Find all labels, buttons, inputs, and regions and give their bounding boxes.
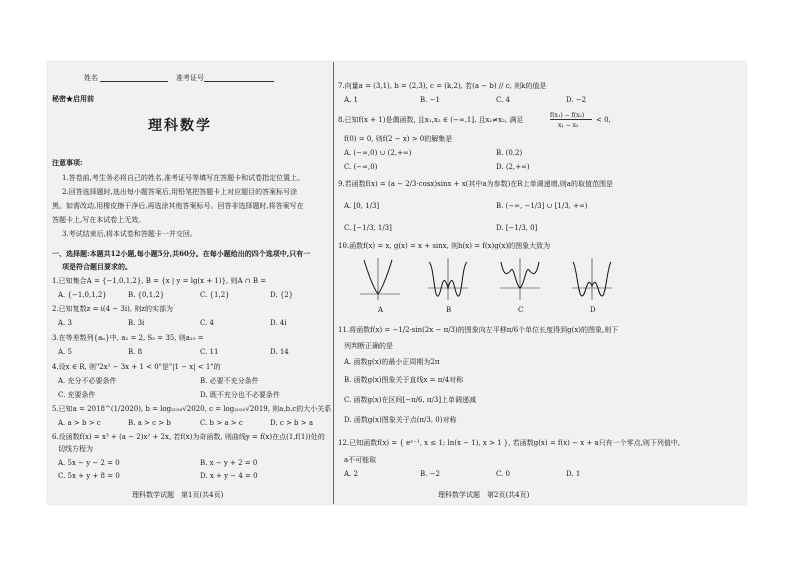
question-9-stem: 9.若函数f(x) = (a − 2/3·cosx)sinx + x(其中a为参数)在R上单调递增,则a的取值范围是 [338,180,613,188]
notice-line: 3.考试结束后,将本试卷和答题卡一并交回。 [62,230,197,238]
q6-option-c: C. 5x + y + 8 = 0 [58,472,120,480]
q8-fraction-numerator: f(x₁) − f(x₂) [550,112,585,119]
question-10-stem: 10.函数f(x) = x, g(x) = x + sinx, 则h(x) = f(x)g(x)的图象大致为 [338,242,551,250]
q7-option-b: B. −1 [420,96,440,104]
q4-option-b: B. 必要不充分条件 [200,377,259,385]
question-12-stem: 12.已知函数f(x) = { eˣ⁻¹, x ≤ 1; ln(x − 1), x > 1 }, 若函数g(x) = f(x) − x + a只有一个零点,则下列值中, [338,439,681,447]
q5-option-b: B. a > c > b [128,419,171,427]
q10-graph-c [498,256,542,302]
q12-option-a: A. 2 [344,470,358,478]
page-footer: 理科数学试题 第2页(共4页) [438,491,530,499]
q9-option-c: C. [−1/3, 1/3] [344,224,392,232]
q4-option-c: C. 充要条件 [58,391,96,399]
page-footer: 理科数学试题 第1页(共4页) [132,491,224,499]
section-heading: 一、选择题:本题共12小题,每小题5分,共60分。在每小题给出的四个选项中,只有一 [52,249,311,258]
q10-label-c: C [518,306,524,314]
notice-line: 1.答卷前,考生务必将自己的姓名,准考证号等填写在答题卡和试卷指定位置上。 [62,174,305,182]
q10-graph-a [358,256,402,302]
exam-id-label: 准考证号 [176,74,204,82]
q2-option-b: B. 3i [128,319,145,327]
q1-option-b: B. {0,1,2} [128,291,165,299]
notice-line: 2.回答选择题时,选出每小题答案后,用铅笔把答题卡上对应题目的答案标号涂 [62,188,298,196]
q8-option-d: D. (2,+∞) [496,163,530,171]
q4-option-d: D. 既不充分也不必要条件 [200,391,280,399]
question-8-stem: 8.已知f(x + 1)是偶函数, 且x₁,x₂ ∈ (−∞,1], 且x₁≠x₂, 满足 [338,116,524,124]
q5-option-c: C. b > a > c [200,419,243,427]
question-12-stem-cont: a不可能取 [344,456,377,464]
q4-option-a: A. 充分不必要条件 [58,377,117,385]
q11-option-b: B. 函数g(x)图象关于直线x = π/4对称 [344,376,464,384]
q6-option-d: D. x + y − 4 = 0 [200,472,258,480]
right-page [338,62,681,504]
question-6-stem-cont: 切线方程为 [58,445,93,453]
section-heading-cont: 项是符合题目要求的。 [62,262,132,271]
notice-line: 答题卡上,写在本试卷上无效。 [52,216,146,224]
question-1-stem: 1.已知集合A = {−1,0,1,2}, B = {x | y = lg(x + 1)}, 则A ∩ B = [52,277,267,285]
q1-option-a: A. {−1,0,1,2} [58,291,107,299]
q3-option-a: A. 5 [58,348,72,356]
question-3-stem: 3.在等差数列{aₙ}中, a₂ = 2, S₅ = 35, 则a₁₀ = [52,334,204,342]
q1-option-c: C. {1,2} [200,291,230,299]
q10-graph-d [570,256,614,302]
q8-option-b: B. (0,2) [496,149,523,157]
q10-label-d: D [590,306,596,314]
q7-option-a: A. 1 [344,96,358,104]
notice-heading: 注意事项: [52,158,83,167]
question-11-stem: 11.将函数f(x) = −1/2·sin(2x − π/3)的图象向左平移π/6个单位长度得到g(x)的图象,则下 [338,326,619,334]
q7-option-c: C. 4 [496,96,511,104]
question-11-stem-cont: 列判断正确的是 [344,342,393,350]
q11-option-a: A. 函数g(x)的最小正周期为2π [344,358,440,366]
q10-graph-b [426,256,470,302]
q9-option-a: A. [0, 1/3] [344,202,380,210]
exam-sheet [48,62,746,504]
q3-option-c: C. 11 [200,348,219,356]
q8-inequality-tail: < 0, [596,116,611,124]
q7-option-d: D. −2 [566,96,587,104]
q2-option-c: C. 4 [200,319,215,327]
q8-fraction-bar [550,119,592,120]
q6-option-a: A. 5x − y − 2 = 0 [58,459,120,467]
q12-option-d: D. 1 [566,470,581,478]
left-page [48,62,331,504]
q2-option-a: A. 3 [58,319,72,327]
q2-option-d: D. 4i [270,319,287,327]
question-8-stem-cont: f(0) = 0, 则f(2 − x) > 0的解集是 [344,135,453,143]
q9-option-b: B. (−∞, −1/3] ∪ [1/3, +∞) [496,202,588,210]
question-7-stem: 7.向量a = (3,1), b = (2,3), c = (k,2), 若(a − b) // c, 则k的值是 [338,82,547,90]
secret-label: 秘密★启用前 [52,94,94,103]
q8-fraction-denominator: x₁ − x₂ [558,122,579,129]
q12-option-c: C. 0 [496,470,511,478]
question-2-stem: 2.已知复数z = i(4 − 3i), 则z的实部为 [52,305,173,313]
q5-option-a: A. a > b > c [58,419,101,427]
q10-label-a: A [378,306,384,314]
q12-option-b: B. −2 [420,470,440,478]
q10-label-b: B [446,306,452,314]
q5-option-d: D. c > b > a [270,419,314,427]
q11-option-c: C. 函数g(x)在区间[−π/6, π/3]上单调递减 [344,396,477,404]
q8-option-a: A. (−∞,0) ∪ (2,+∞) [344,149,412,157]
q11-option-d: D. 函数g(x)图象关于点(π/3, 0)对称 [344,416,457,424]
q9-option-d: D. [−1/3, 0] [496,224,538,232]
question-5-stem: 5.已知a = 2018^(1/2020), b = log₂₀₁₈√2020, c = log₂₀₂₀√2019, 则a,b,c的大小关系 [52,405,332,413]
notice-line: 黑。如需改动,用橡皮擦干净后,再选涂其他答案标号。回答非选择题时,将答案写在 [52,202,304,210]
q8-option-c: C. (−∞,0) [344,163,378,171]
q3-option-b: B. 8 [128,348,143,356]
q3-option-d: D. 14 [270,348,289,356]
question-4-stem: 4.设x ∈ R, 则"2x² − 3x + 1 < 0"是"|1 − x| < 1"的 [52,363,221,371]
page-title: 理科数学 [148,118,212,134]
q6-option-b: B. x − y + 2 = 0 [200,459,258,467]
name-blank [100,81,168,82]
name-label: 姓名 [84,74,98,82]
question-6-stem: 6.设函数f(x) = x³ + (a − 2)x² + 2x, 若f(x)为奇函数, 则曲线y = f(x)在点(1,f(1))处的 [52,433,325,441]
q1-option-d: D. {2} [270,291,294,299]
exam-id-blank [204,81,274,82]
page-divider [333,62,334,504]
